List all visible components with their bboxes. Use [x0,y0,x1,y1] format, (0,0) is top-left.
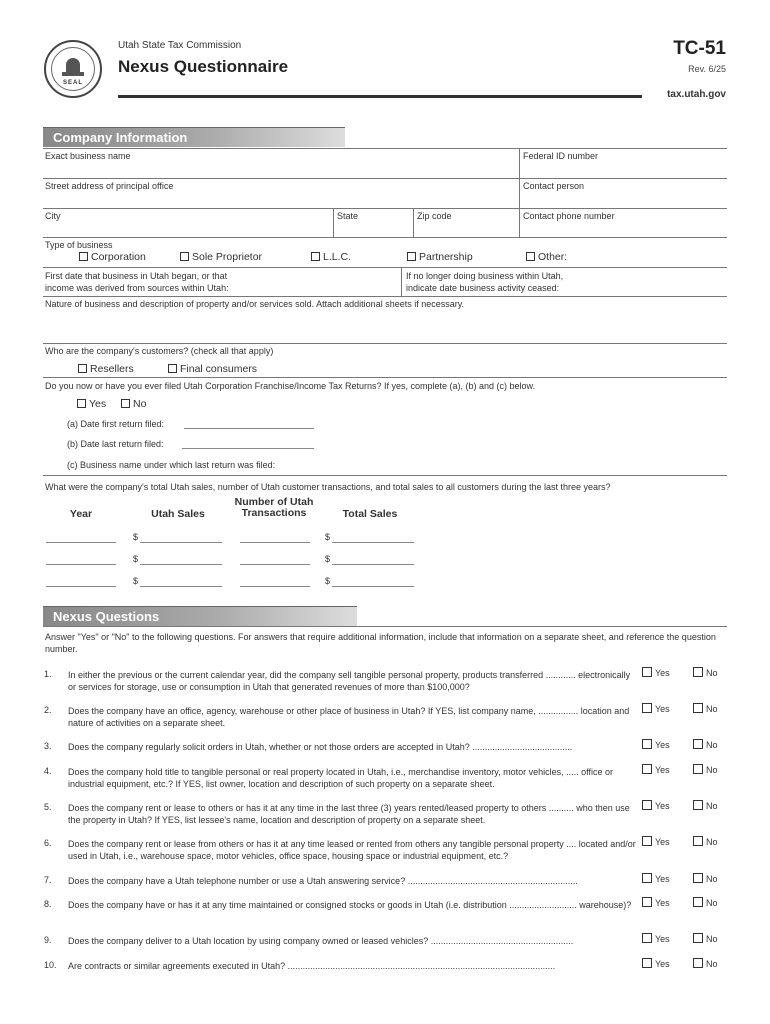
dollar-sign: $ [325,532,331,542]
filed-no-checkbox[interactable] [121,399,130,408]
col-transactions-2: Transactions [241,507,307,519]
ceased-date-label-1: If no longer doing business within Utah, [406,271,564,281]
question-yes-option[interactable] [642,739,670,750]
yes-checkbox[interactable] [642,873,652,883]
utah-sales-input-1[interactable] [140,533,222,543]
yes-checkbox[interactable] [642,958,652,968]
contact-person-label: Contact person [523,181,585,191]
sole-proprietor-option[interactable] [180,251,262,263]
last-return-input[interactable] [182,439,314,449]
no-checkbox[interactable] [693,703,703,713]
question-no-option[interactable] [693,873,718,884]
type-of-business-label: Type of business [45,240,113,250]
contact-phone-field[interactable] [519,209,727,237]
col-year: Year [69,508,93,520]
llc-checkbox[interactable] [311,252,320,261]
filed-yes-label: Yes [89,398,107,410]
agency-name: Utah State Tax Commission [118,40,242,51]
state-field[interactable] [333,209,413,237]
divider [43,475,727,476]
question-yes-option[interactable] [642,800,670,811]
filed-yes-checkbox[interactable] [77,399,86,408]
revision-date: Rev. 6/25 [688,64,726,74]
question-yes-option[interactable] [642,933,670,944]
divider [43,377,727,378]
no-checkbox[interactable] [693,667,703,677]
capitol-base-icon [62,72,84,76]
yes-label: Yes [655,898,670,908]
dollar-sign: $ [325,554,331,564]
final-consumers-option[interactable] [168,363,257,375]
federal-id-field[interactable] [519,149,727,178]
utah-seal-logo [44,40,102,98]
transactions-input-2[interactable] [240,555,310,565]
last-return-label: (b) Date last return filed: [67,439,164,449]
sales-question: What were the company's total Utah sales, number of Utah customer transactions, and total sales to all customers during the last three years? [45,482,611,492]
total-sales-input-3[interactable] [332,577,414,587]
zip-label: Zip code [417,211,452,221]
question-number: 7. [44,875,52,885]
contact-phone-label: Contact phone number [523,211,615,221]
question-yes-option[interactable] [642,836,670,847]
question-yes-option[interactable] [642,873,670,884]
question-number: 4. [44,766,52,776]
first-date-label-2: income was derived from sources within Utah: [45,283,229,293]
final-consumers-checkbox[interactable] [168,364,177,373]
question-no-option[interactable] [693,958,718,969]
no-label: No [706,874,718,884]
question-text: Does the company regularly solicit orders in Utah, whether or not those orders are accepted in Utah? ........................................ [68,742,573,752]
question-no-option[interactable] [693,836,718,847]
yes-label: Yes [655,959,670,969]
question-number: 1. [44,669,52,679]
corporation-checkbox[interactable] [79,252,88,261]
divider [43,267,727,268]
no-checkbox[interactable] [693,897,703,907]
first-return-label: (a) Date first return filed: [67,419,165,429]
yes-checkbox[interactable] [642,739,652,749]
filed-yes-option[interactable] [77,398,106,410]
col-utah-sales: Utah Sales [151,508,205,520]
city-field[interactable] [43,209,333,237]
yes-checkbox[interactable] [642,897,652,907]
no-checkbox[interactable] [693,958,703,968]
year-input-2[interactable] [46,555,116,565]
sole-proprietor-checkbox[interactable] [180,252,189,261]
transactions-input-3[interactable] [240,577,310,587]
form-number: TC-51 [673,38,726,59]
utah-sales-input-2[interactable] [140,555,222,565]
question-no-option[interactable] [693,667,718,678]
question-text: In either the previous or the current calendar year, did the company sell tangible personal property, products transferred ............ electronically or services for storage, use or consumption in Utah that generated revenues of more than $100,000? [68,670,631,692]
no-label: No [706,704,718,714]
yes-checkbox[interactable] [642,703,652,713]
sole-proprietor-label: Sole Proprietor [192,251,263,263]
business-name-label: Exact business name [45,151,131,161]
corporation-label: Corporation [91,251,146,263]
llc-label: L.L.C. [323,251,352,263]
no-checkbox[interactable] [693,739,703,749]
total-sales-input-1[interactable] [332,533,414,543]
section-heading-nexus: Nexus Questions [43,606,357,626]
yes-label: Yes [655,874,670,884]
contact-person-field[interactable] [519,179,727,208]
llc-option[interactable] [311,251,351,263]
yes-label: Yes [655,740,670,750]
yes-checkbox[interactable] [642,764,652,774]
yes-label: Yes [655,934,670,944]
yes-label: Yes [655,704,670,714]
yes-checkbox[interactable] [642,667,652,677]
header-divider [118,95,642,98]
question-text: Does the company rent or lease from others or has it at any time leased or rented from others any tangible personal property .... located and/or used in Utah, i.e., warehouse space, motor vehicles, office space, housing space or industrial equipment, etc.? [68,839,636,861]
no-checkbox[interactable] [693,764,703,774]
question-no-option[interactable] [693,703,718,714]
no-checkbox[interactable] [693,873,703,883]
filed-no-label: No [133,398,147,410]
year-input-3[interactable] [46,577,116,587]
divider [43,343,727,344]
resellers-checkbox[interactable] [78,364,87,373]
transactions-input-1[interactable] [240,533,310,543]
capitol-dome-icon [66,58,80,72]
col-total-sales: Total Sales [342,508,398,520]
city-label: City [45,211,61,221]
other-label: Other: [538,251,568,263]
no-label: No [706,740,718,750]
dollar-sign: $ [133,554,139,564]
resellers-option[interactable] [78,363,134,375]
zip-field[interactable] [413,209,519,237]
yes-label: Yes [655,837,670,847]
first-return-input[interactable] [184,419,314,429]
question-number: 3. [44,741,52,751]
question-text: Are contracts or similar agreements executed in Utah? ........................................................................................................... [68,961,556,971]
dollar-sign: $ [133,532,139,542]
website-url: tax.utah.gov [667,89,726,100]
ceased-date-label-2: indicate date business activity ceased: [406,283,560,293]
row-city-state [43,209,727,238]
section-heading-company: Company Information [43,127,345,147]
no-label: No [706,959,718,969]
yes-label: Yes [655,801,670,811]
partnership-option[interactable] [407,251,473,263]
other-checkbox[interactable] [526,252,535,261]
partnership-label: Partnership [419,251,473,263]
federal-id-label: Federal ID number [523,151,599,161]
utah-sales-input-3[interactable] [140,577,222,587]
yes-checkbox[interactable] [642,836,652,846]
col-transactions-1: Number of Utah [234,496,314,508]
no-label: No [706,934,718,944]
divider [43,626,727,627]
no-label: No [706,801,718,811]
first-date-label-1: First date that business in Utah began, or that [45,271,228,281]
filed-returns-question: Do you now or have you ever filed Utah Corporation Franchise/Income Tax Returns? If yes, complete (a), (b) and (c) below. [45,381,536,391]
no-label: No [706,765,718,775]
divider [43,296,727,297]
company-info-grid [43,148,727,238]
year-input-1[interactable] [46,533,116,543]
customers-question: Who are the company's customers? (check all that apply) [45,346,274,356]
question-yes-option[interactable] [642,764,670,775]
question-text: Does the company have an office, agency, warehouse or other place of business in Utah? If YES, list company name, ................ location and nature of activities on a separate sheet. [68,706,630,728]
question-yes-option[interactable] [642,897,670,908]
question-yes-option[interactable] [642,958,670,969]
row-street-address [43,179,727,209]
dollar-sign: $ [133,576,139,586]
question-number: 10. [44,960,57,970]
question-yes-option[interactable] [642,667,670,678]
question-no-option[interactable] [693,897,718,908]
total-sales-input-2[interactable] [332,555,414,565]
street-address-label: Street address of principal office [45,181,174,191]
street-address-field[interactable] [43,179,519,208]
business-name-last-return-label: (c) Business name under which last return was filed: [67,460,276,470]
question-no-option[interactable] [693,800,718,811]
filed-no-option[interactable] [121,398,146,410]
form-title: Nexus Questionnaire [118,57,289,76]
final-consumers-label: Final consumers [180,363,258,375]
question-no-option[interactable] [693,933,718,944]
question-text: Does the company rent or lease to others or has it at any time in the last three (3) years rented/leased property to others .......... who then use the property in Utah? If YES, list lessee's name, location and description of property on a separate sheet. [68,803,630,825]
yes-checkbox[interactable] [642,800,652,810]
state-label: State [337,211,359,221]
dollar-sign: $ [325,576,331,586]
question-number: 5. [44,802,52,812]
resellers-label: Resellers [90,363,134,375]
nexus-intro: Answer "Yes" or "No" to the following questions. For answers that require additional information, include that information on a separate sheet, and reference the question number. [45,632,716,654]
no-checkbox[interactable] [693,800,703,810]
question-text: Does the company deliver to a Utah location by using company owned or leased vehicles? ......................................................... [68,936,574,946]
divider [401,268,402,296]
question-text: Does the company have or has it at any time maintained or consigned stocks or goods in Utah (i.e. distribution ........................... warehouse)? [68,900,632,910]
no-label: No [706,668,718,678]
other-option[interactable] [526,251,567,263]
question-no-option[interactable] [693,739,718,750]
question-yes-option[interactable] [642,703,670,714]
partnership-checkbox[interactable] [407,252,416,261]
yes-checkbox[interactable] [642,933,652,943]
question-text: Does the company have a Utah telephone number or use a Utah answering service? .................................................................... [68,876,578,886]
row-business-name [43,149,727,179]
business-name-field[interactable] [43,149,519,178]
nature-of-business-label: Nature of business and description of property and/or services sold. Attach additional sheets if necessary. [45,299,465,309]
question-number: 2. [44,705,52,715]
no-label: No [706,837,718,847]
question-number: 9. [44,935,52,945]
question-no-option[interactable] [693,764,718,775]
no-checkbox[interactable] [693,933,703,943]
no-checkbox[interactable] [693,836,703,846]
no-label: No [706,898,718,908]
question-text: Does the company hold title to tangible personal or real property located in Utah, i.e., merchandise inventory, motor vehicles, ..... office or industrial equipment, etc.? If YES, list owner, location and description of such property on a separate sheet. [68,767,613,789]
seal-text: SEAL [62,80,83,86]
question-number: 8. [44,899,52,909]
yes-label: Yes [655,668,670,678]
yes-label: Yes [655,765,670,775]
question-number: 6. [44,838,52,848]
corporation-option[interactable] [79,251,146,263]
